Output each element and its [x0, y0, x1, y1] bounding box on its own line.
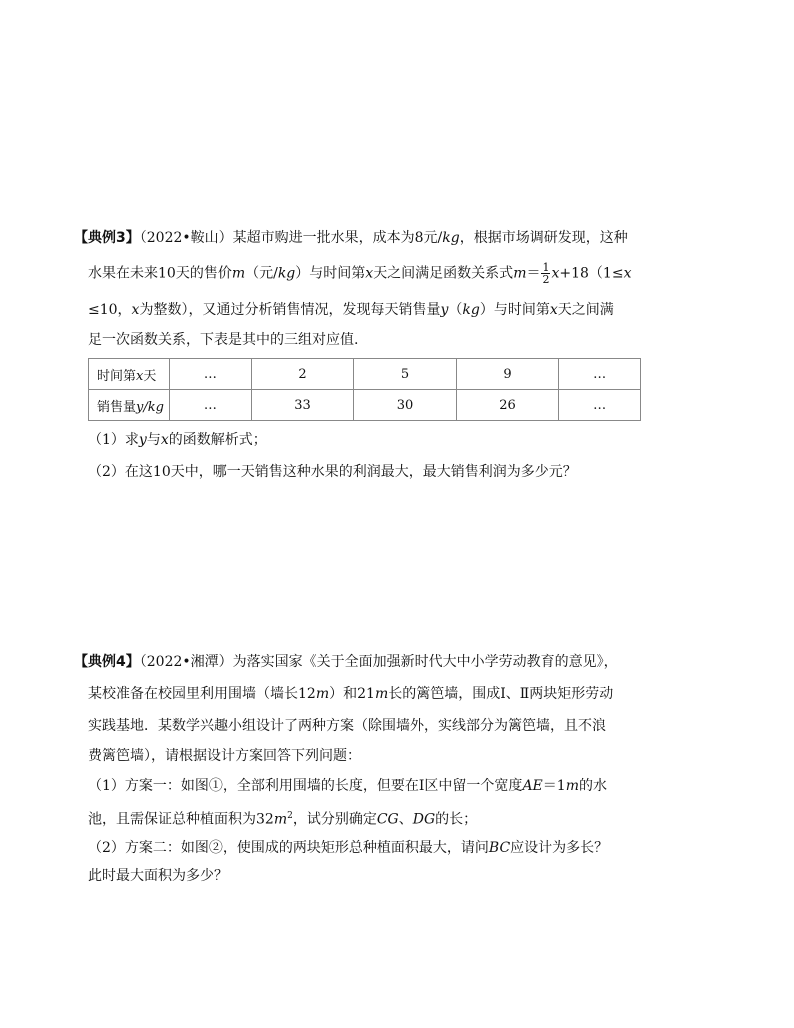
table-cell: …	[559, 390, 641, 421]
text: 、	[398, 811, 413, 828]
text: 某超市购进一批水果，成本为8元/	[232, 230, 443, 246]
text: （2）方案二：如图②，使围成的两块矩形总种植面积最大，请问	[88, 840, 489, 856]
table-cell: 9	[456, 359, 558, 390]
text: 的水	[578, 778, 607, 794]
numerator: 1	[542, 261, 550, 274]
example-4-question-1-cont	[88, 806, 477, 830]
var: x	[131, 302, 140, 318]
example-4-question-2	[88, 838, 608, 858]
example-4-question-1	[88, 776, 607, 796]
example-3-question-1	[88, 430, 267, 450]
var: m	[513, 265, 527, 282]
text: ）与时间第	[479, 302, 550, 318]
example-4-line-2	[88, 684, 613, 704]
example-4-source: （2022•湘潭）	[139, 654, 233, 670]
text: （1）求	[88, 432, 139, 448]
text: ≤10，	[88, 302, 132, 318]
table-row	[89, 390, 641, 421]
var: DG	[412, 811, 436, 828]
unit: m	[374, 686, 389, 702]
table-cell: …	[170, 390, 252, 421]
text: 销售量	[97, 399, 137, 415]
unit: m	[315, 686, 330, 702]
superscript: 2	[287, 811, 293, 821]
text: 天之间满	[557, 302, 614, 318]
var: CG	[376, 811, 399, 828]
text: 天	[143, 368, 157, 384]
unit: kg	[462, 302, 480, 318]
example-3-question-2: （2）在这10天中，哪一天销售这种水果的利润最大，最大销售利润为多少元？	[88, 464, 577, 480]
table-row-header	[89, 390, 170, 421]
text: 水果在未来10天的售价	[88, 265, 232, 282]
var: AE	[522, 778, 543, 794]
var: y	[440, 302, 449, 318]
table-cell: 5	[354, 359, 456, 390]
text: 的函数解析式；	[168, 432, 267, 448]
table-cell: 30	[354, 390, 456, 421]
var: y	[138, 432, 147, 448]
var: x	[136, 368, 144, 384]
table-row	[89, 359, 641, 390]
unit: kg	[442, 230, 460, 246]
text: （1）方案一：如图①，全部利用围墙的长度，但要在Ⅰ区中留一个宽度	[88, 778, 523, 794]
var: m	[231, 265, 246, 282]
var: x	[365, 265, 374, 282]
var: x	[623, 265, 632, 282]
text: 某校准备在校园里利用围墙（墙长12	[88, 686, 316, 702]
text: 为落实国家《关于全面加强新时代大中小学劳动教育的意见》，	[232, 654, 618, 670]
text: 长的篱笆墙，围成Ⅰ、Ⅱ两块矩形劳动	[388, 686, 614, 702]
example-3-tag: 【典例3】	[74, 230, 140, 246]
example-3-line-2	[88, 262, 631, 285]
table-cell: 2	[251, 359, 353, 390]
text: ）和21	[329, 686, 375, 702]
var: x	[551, 265, 560, 282]
text: ，试分别确定	[292, 811, 377, 828]
text: ）与时间第	[295, 265, 366, 282]
text: 的长；	[435, 811, 478, 828]
fraction-one-half	[541, 262, 550, 285]
example-3-line-4: 足一次函数关系，下表是其中的三组对应值.	[88, 332, 359, 348]
text: +18（1≤	[559, 265, 624, 282]
unit: m	[565, 778, 579, 794]
text: ＝1	[542, 778, 566, 794]
table-row-header	[89, 359, 170, 390]
unit: kg	[277, 265, 296, 282]
text: ，根据市场调研发现，这种	[459, 230, 628, 246]
text: ＝	[526, 265, 541, 282]
example-4-question-2-cont: 此时最大面积为多少？	[88, 868, 228, 884]
table-cell: 33	[251, 390, 353, 421]
text: 时间第	[97, 368, 137, 384]
var: x	[160, 432, 169, 448]
var: y/kg	[136, 399, 164, 415]
text: 天之间满足函数关系式	[373, 265, 514, 282]
example-3-line-3	[88, 300, 614, 320]
table-cell: …	[170, 359, 252, 390]
text: 与	[146, 432, 161, 448]
text: 为整数），又通过分析销售情况，发现每天销售量	[139, 302, 441, 318]
text: （	[448, 302, 463, 318]
sales-table	[88, 358, 641, 421]
text: 应设计为多长？	[510, 840, 609, 856]
example-3-line-1	[74, 228, 628, 248]
var: x	[549, 302, 558, 318]
var: BC	[488, 840, 511, 856]
example-4-tag: 【典例4】	[74, 654, 140, 670]
table-cell: 26	[456, 390, 558, 421]
example-4-line-4: 费篱笆墙），请根据设计方案回答下列问题：	[88, 748, 361, 764]
table-cell: …	[559, 359, 641, 390]
example-4-line-1	[74, 652, 618, 672]
text: 池，且需保证总种植面积为32	[88, 811, 274, 828]
unit: m	[273, 811, 288, 828]
denominator: 2	[542, 273, 550, 286]
example-4-line-3: 实践基地．某数学兴趣小组设计了两种方案（除围墙外，实线部分为篱笆墙，且不浪	[88, 718, 606, 734]
example-3-source: （2022•鞍山）	[139, 230, 233, 246]
text: （元/	[245, 265, 278, 282]
